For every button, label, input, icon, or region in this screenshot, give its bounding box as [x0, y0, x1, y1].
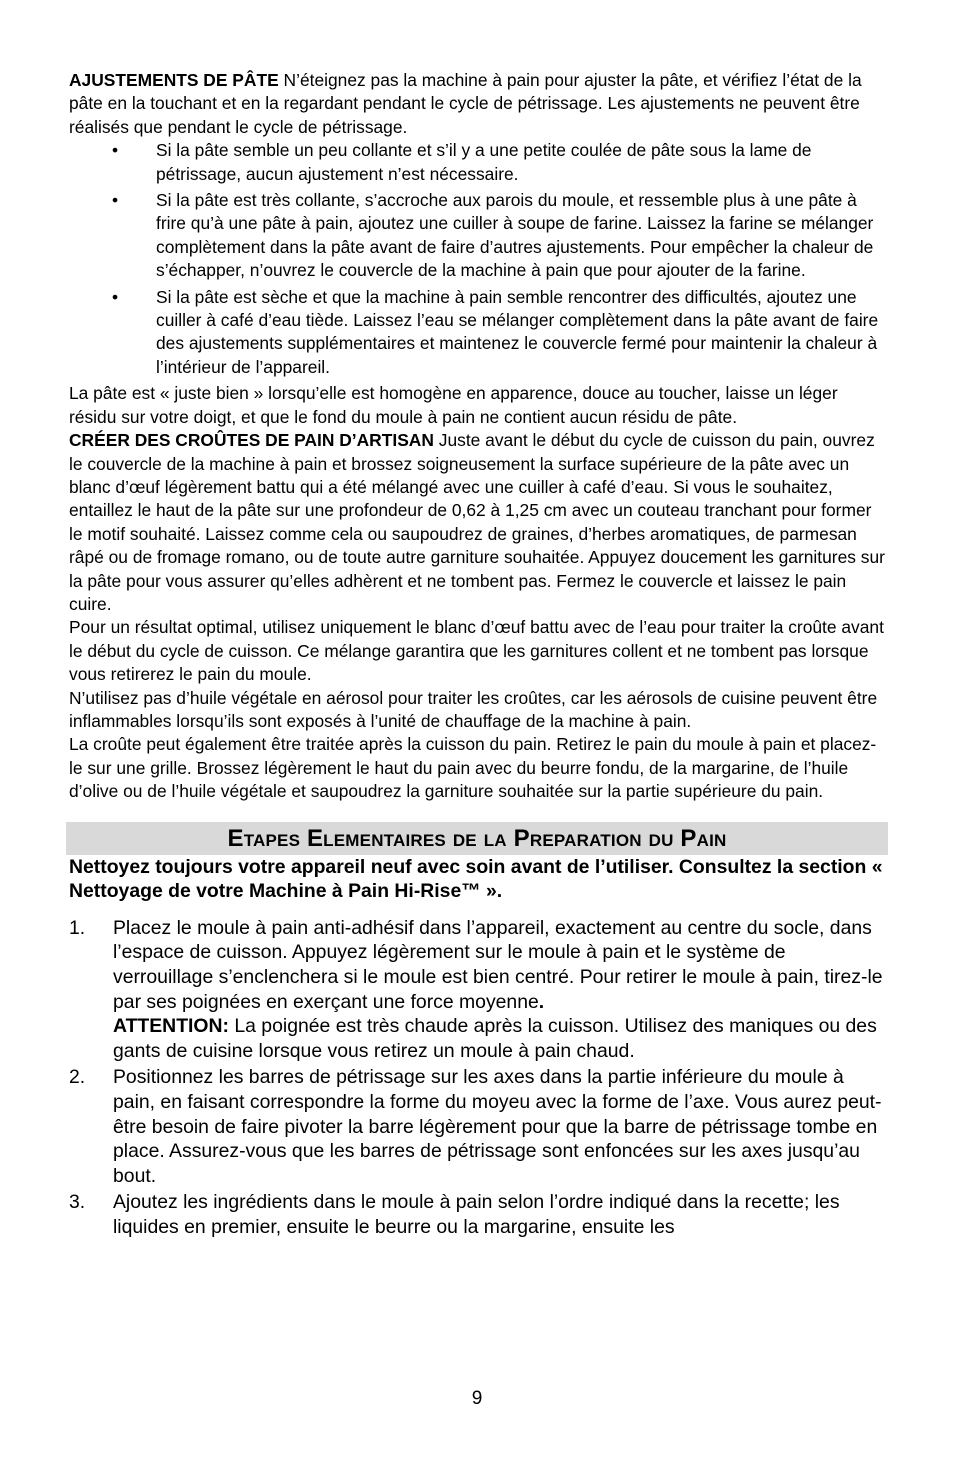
adjustments-paragraph — [69, 69, 889, 139]
dough-adjustments-section — [69, 69, 889, 804]
bullet-item — [69, 189, 889, 283]
bullet-text: Si la pâte semble un peu collante et s’il y a une petite coulée de pâte sous la lame de pétrissage, aucun ajustement n’est nécessaire. — [156, 140, 812, 184]
after-baking-paragraph: La croûte peut également être traitée après la cuisson du pain. Retirez le pain du moule à pain et placez-le sur une grille. Brossez légèrement le haut du pain avec du beurre fondu, de la margarine, de l’huile d’olive ou de l’huile végétale et saupoudrez la garniture souhaitée sur la partie supérieure du pain. — [69, 734, 877, 802]
page-number: 9 — [471, 1388, 483, 1409]
bullet-dot: • — [112, 140, 119, 161]
step-text: Positionnez les barres de pétrissage sur les axes dans la partie inférieure du moule à pain, en faisant correspondre la forme du moyeu avec la forme de l’axe. Vous aurez peut-être besoin de faire pivoter la barre légèrement pour que la barre de pétrissage tombe en place. Assurez-vous que les barres de pétrissage sont enfoncées sur les axes jusqu’au bout. — [113, 1066, 882, 1187]
attention-text: La poignée est très chaude après la cuisson. Utilisez des maniques ou des gants de cuisine lorsque vous retirez un moule à pain chaud. — [113, 1015, 877, 1062]
step-number: 2. — [69, 1066, 86, 1089]
step-item-1 — [69, 916, 889, 1064]
artisan-crust-title: CRÉER DES CROÛTES DE PAIN D’ARTISAN — [69, 430, 434, 451]
step-item-2 — [69, 1065, 889, 1188]
artisan-crust-paragraph — [69, 429, 889, 616]
artisan-crust-text: Juste avant le début du cycle de cuisson du pain, ouvrez le couvercle de la machine à pain et brossez soigneusement la surface supérieure de la pâte avec un blanc d’œuf légèrement battu qui a été mélangé avec une cuiller à café d’eau. Si vous le souhaitez, entaillez le haut de la pâte sur une profondeur de 0,62 à 1,25 cm avec un couteau tranchant pour former le motif souhaité. Laissez comme cela ou saupoudrez de graines, d’herbes aromatiques, de parmesan râpé ou de fromage romano, ou de toute autre garniture souhaitée. Appuyez doucement les garnitures sur la pâte pour vous assurer qu’elles adhèrent et ne tombent pas. Fermez le couvercle et laissez le pain cuire. — [69, 430, 885, 614]
step-text: Ajoutez les ingrédients dans le moule à pain selon l’ordre indiqué dans la recette; les liquides en premier, ensuite le beurre ou la margarine, ensuite les — [113, 1191, 840, 1238]
basic-steps-section — [69, 855, 889, 1240]
bullet-dot: • — [112, 286, 119, 307]
step-number: 1. — [69, 916, 86, 939]
steps-list — [69, 916, 889, 1240]
step-number: 3. — [69, 1191, 86, 1214]
step-period: . — [538, 990, 545, 1013]
adjustments-bullet-list — [69, 139, 889, 379]
bullet-text: Si la pâte est très collante, s’accroche aux parois du moule, et ressemble plus à une pâte à frire qu’à une pâte à pain, ajoutez une cuiller à soupe de farine. Laissez la farine se mélanger complètement dans la pâte avant de faire d’autres ajustements. Pour empêcher la chaleur de s’échapper, n’ouvrez le couvercle de la machine à pain que pour ajouter de la farine. — [156, 190, 874, 281]
step-item-3 — [69, 1190, 889, 1239]
bullet-item — [69, 286, 889, 380]
attention-label: ATTENTION: — [113, 1015, 229, 1038]
bullet-item — [69, 139, 889, 186]
step-text: Placez le moule à pain anti-adhésif dans l’appareil, exactement au centre du socle, dans l’espace de cuisson. Appuyez légèrement sur le moule à pain et le système de verrouillage s’enclenchera si le moule est bien centré. Pour retirer le moule à pain, tirez-le par ses poignées en exerçant une force moyenne — [113, 916, 883, 1013]
page-content — [69, 69, 889, 1242]
no-oil-warning-paragraph: N’utilisez pas d’huile végétale en aérosol pour traiter les croûtes, car les aérosols de cuisine peuvent être inflammables lorsqu’ils sont exposés à l’unité de chauffage de la machine à pain. — [69, 687, 878, 731]
cleaning-intro: Nettoyez toujours votre appareil neuf avec soin avant de l’utiliser. Consultez la section « Nettoyage de votre Machine à Pain Hi-Rise™ ». — [69, 855, 883, 903]
adjustments-text: N’éteignez pas la machine à pain pour ajuster la pâte, et vérifiez l’état de la pâte en la touchant et en la regardant pendant le cycle de pétrissage. Les ajustements ne peuvent être réalisés que pendant le cycle de pétrissage. — [69, 70, 862, 137]
bullet-dot: • — [112, 190, 119, 211]
just-right-paragraph: La pâte est « juste bien » lorsqu’elle est homogène en apparence, douce au toucher, laisse un léger résidu sur votre doigt, et que le fond du moule à pain ne contient aucun résidu de pâte. — [69, 383, 838, 427]
adjustments-title: AJUSTEMENTS DE PÂTE — [69, 70, 279, 90]
section-heading: Etapes Elementaires de la Preparation du Pain — [66, 822, 888, 855]
bullet-text: Si la pâte est sèche et que la machine à pain semble rencontrer des difficultés, ajoutez une cuiller à café d’eau tiède. Laissez l’eau se mélanger complètement dans la pâte avant de faire des ajustements supplémentaires et maintenez le couvercle fermé pour maintenir la chaleur à l’intérieur de l’appareil. — [156, 286, 879, 377]
optimal-result-paragraph: Pour un résultat optimal, utilisez uniquement le blanc d’œuf battu avec de l’eau pour traiter la croûte avant le début du cycle de cuisson. Ce mélange garantira que les garnitures collent et ne tombent pas lorsque vous retirerez le pain du moule. — [69, 617, 884, 685]
